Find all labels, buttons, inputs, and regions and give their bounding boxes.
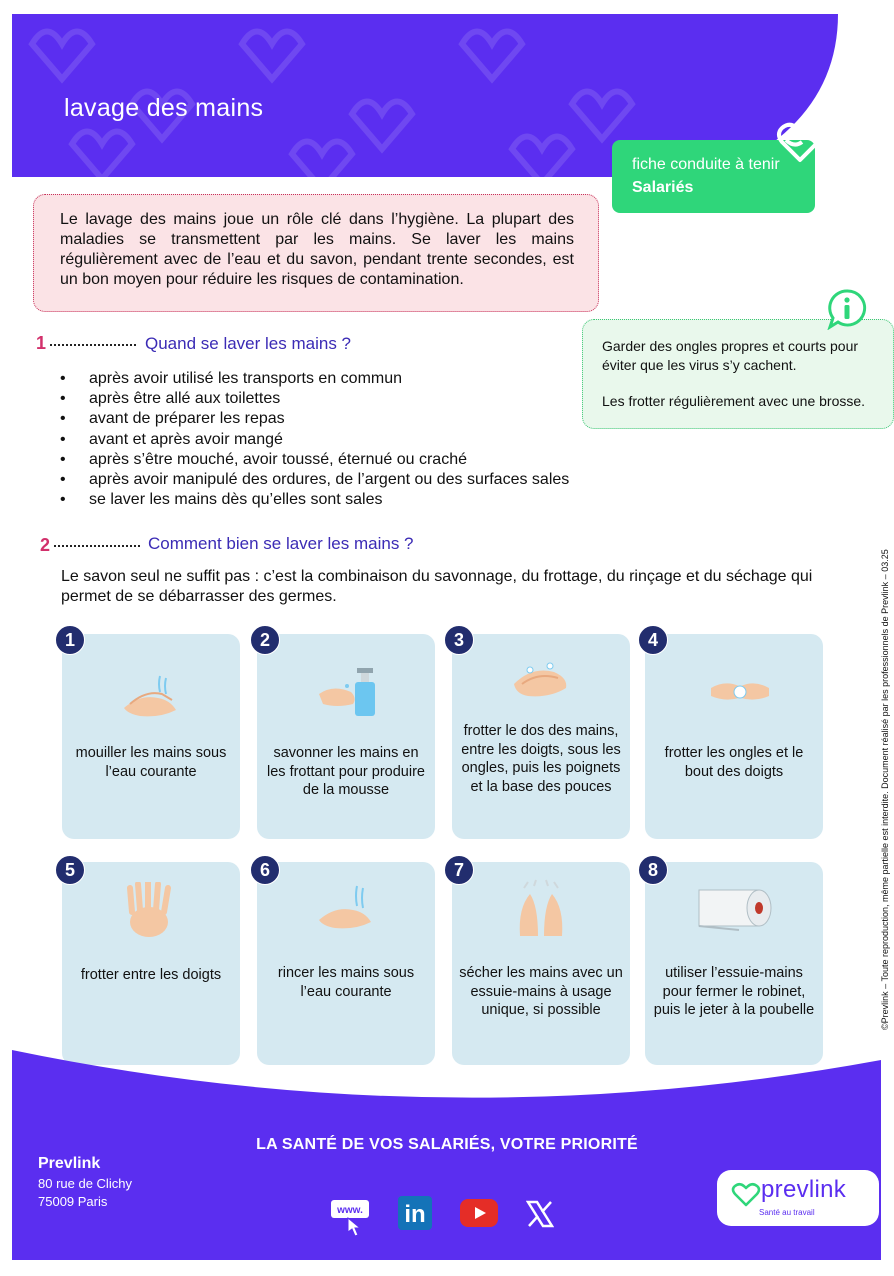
list-item: • avant de préparer les repas	[58, 409, 569, 429]
intro-box	[33, 194, 599, 312]
step-card-8	[645, 862, 823, 1065]
step-text: frotter les ongles et le bout des doigts	[664, 745, 804, 780]
section-1-title: Quand se laver les mains ?	[145, 334, 351, 353]
list-item: • après être allé aux toilettes	[58, 389, 569, 409]
step-card-6	[257, 862, 435, 1065]
rub-nails-icon	[709, 674, 771, 710]
info-bubble-icon	[826, 288, 868, 330]
rub-back-hands-icon	[510, 656, 572, 706]
step-number-8: 8	[638, 855, 668, 885]
tip-line-1: Garder des ongles propres et courts pour éviter que les virus s’y cachent.	[602, 338, 859, 373]
badge-audience: Salariés	[632, 179, 694, 196]
logo-text: prevlink	[761, 1176, 847, 1203]
list-item: • après avoir manipulé des ordures, de l’argent ou des surfaces sales	[58, 470, 569, 490]
interlaced-fingers-icon	[124, 882, 174, 940]
section-1-dots	[50, 344, 136, 346]
list-item: • se laver les mains dès qu’elles sont sales	[58, 490, 569, 510]
step-number-5: 5	[55, 855, 85, 885]
list-item: • après s’être mouché, avoir toussé, éternué ou craché	[58, 450, 569, 470]
section-2-title: Comment bien se laver les mains ?	[148, 534, 414, 553]
website-link-icon[interactable]	[330, 1198, 372, 1240]
wet-hands-icon	[120, 672, 182, 722]
list-item: • après avoir utilisé les transports en commun	[58, 369, 569, 389]
intro-text: Le lavage des mains joue un rôle clé dans l’hygiène. La plupart des maladies se transmettent par les mains. Se laver les mains régulièrement avec de l’eau et du savon, pendant trente secondes, est un bon moyen pour réduire les risques de contamination.	[60, 211, 574, 288]
step-number-2: 2	[250, 625, 280, 655]
step-text: utiliser l’essuie-mains pour fermer le robinet, puis le jeter à la poubelle	[653, 965, 815, 1018]
section-2-text: Le savon seul ne suffit pas : c’est la combinaison du savonnage, du frottage, du rinçage et du séchage qui permet de se débarrasser des germes.	[61, 568, 813, 605]
heart-logo-icon	[776, 120, 824, 164]
step-card-1	[62, 634, 240, 839]
linkedin-icon[interactable]	[398, 1196, 432, 1230]
tip-line-2: Les frotter régulièrement avec une brosse.	[602, 393, 866, 409]
step-text: savonner les mains en les frottant pour produire de la mousse	[267, 745, 425, 798]
company-name: Prevlink	[38, 1155, 101, 1172]
list-item: • avant et après avoir mangé	[58, 430, 569, 450]
when-list	[58, 369, 569, 510]
step-card-4	[645, 634, 823, 839]
step-number-3: 3	[444, 625, 474, 655]
step-card-5	[62, 862, 240, 1065]
step-number-7: 7	[444, 855, 474, 885]
youtube-icon[interactable]	[460, 1199, 498, 1227]
page-title: lavage des mains	[64, 94, 264, 122]
dry-hands-icon	[514, 878, 568, 940]
prevlink-logo	[717, 1170, 879, 1226]
address-line-1: 80 rue de Clichy	[38, 1176, 132, 1191]
step-text: frotter le dos des mains, entre les doigts, sous les ongles, puis les poignets et la base des pouces	[461, 723, 621, 795]
section-2-number: 2	[40, 535, 51, 555]
footer	[12, 1050, 881, 1260]
website-label: www.	[337, 1205, 363, 1216]
paper-towel-icon	[695, 884, 775, 932]
step-card-7	[452, 862, 630, 1065]
step-card-3	[452, 634, 630, 839]
step-card-2	[257, 634, 435, 839]
step-text: mouiller les mains sous l’eau courante	[75, 745, 227, 780]
linkedin-label: in	[404, 1201, 426, 1228]
step-number-1: 1	[55, 625, 85, 655]
heart-logo-icon	[731, 1182, 761, 1208]
soap-dispenser-icon	[317, 664, 381, 720]
badge-type: fiche conduite à tenir	[632, 156, 780, 173]
copyright-note: ©Prevlink – Toute reproduction, même partielle est interdite. Document réalisé par les professionnels de Prevlink – 03.25	[880, 549, 890, 1030]
address-line-2: 75009 Paris	[38, 1194, 108, 1209]
logo-subtitle: Santé au travail	[759, 1208, 815, 1217]
footer-slogan: LA SANTÉ DE VOS SALARIÉS, VOTRE PRIORITÉ	[256, 1136, 638, 1153]
step-text: rincer les mains sous l’eau courante	[277, 965, 415, 1000]
x-twitter-icon[interactable]	[526, 1200, 554, 1228]
rinse-hands-icon	[315, 884, 377, 934]
step-text: sécher les mains avec un essuie-mains à usage unique, si possible	[459, 965, 623, 1018]
section-1-number: 1	[36, 333, 47, 353]
step-text: frotter entre les doigts	[80, 967, 222, 983]
footer-background	[12, 1050, 881, 1260]
section-2-dots	[54, 545, 140, 547]
tip-box	[582, 319, 894, 429]
step-number-6: 6	[250, 855, 280, 885]
step-number-4: 4	[638, 625, 668, 655]
